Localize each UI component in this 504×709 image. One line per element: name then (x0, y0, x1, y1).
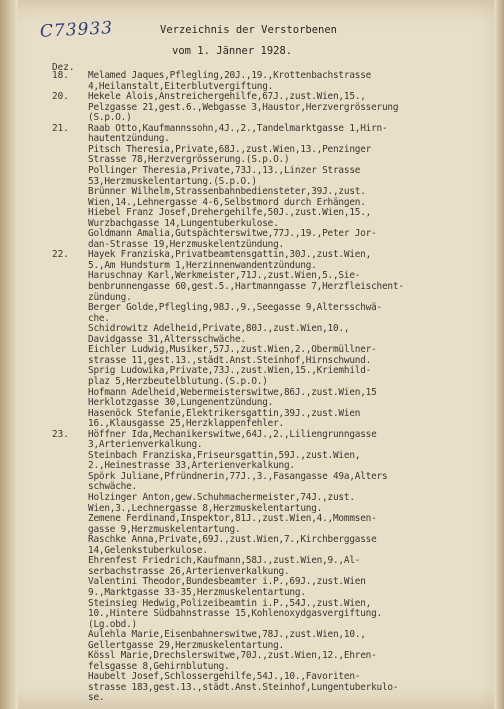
register-line: Kössl Marie,Drechslerswitwe,70J.,zust.Wien,12.,Ehren- (88, 650, 377, 662)
register-line: Holzinger Anton,gew.Schuhmachermeister,74J.,zust. (88, 492, 355, 503)
register-line: Gellertgasse 29,Herzmuskelentartung. (88, 639, 284, 651)
register-line: Raab Otto,Kaufmannssohn,4J.,2.,Tandelmarktgasse 1,Hirn- (88, 122, 388, 134)
register-line: Davidgasse 31,Altersschwäche. (88, 333, 246, 345)
register-line: Herklotzgasse 30,Lungenentzündung. (88, 397, 274, 409)
register-line: Raschke Anna,Private,69J.,zust.Wien,7.,Kirchberggasse (88, 534, 377, 546)
register-line: 2.,Heinestrasse 33,Arterienverkalkung. (88, 460, 295, 472)
document-title: Verzeichnis der Verstorbenen (160, 24, 338, 36)
register-line: Berger Golde,Pflegling,98J.,9.,Seegasse 9,Altersschwä- (88, 302, 382, 314)
register-line: plaz 5,Herzbeutelblutung.(S.p.O.) (88, 375, 268, 387)
register-line: (Lg.obd.) (88, 618, 137, 630)
register-line: gasse 9,Herzmuskelentartung. (88, 523, 241, 535)
day-marker: 23. (52, 428, 69, 440)
handwritten-reference-number: C73933 (39, 18, 114, 42)
register-line: 16.,Klausgasse 25,Herzklappenfehler. (88, 418, 284, 430)
register-line: serbachstrasse 26,Arterienverkalkung. (88, 565, 290, 577)
register-line: Steinbach Franziska,Friseursgattin,59J.,zust.Wien, (88, 449, 361, 461)
register-line: che. (88, 312, 110, 324)
register-line: Hofmann Adelheid,Webermeisterswitwe,86J.,zust.Wien,15 (88, 386, 377, 398)
day-marker: 20. (52, 91, 69, 103)
register-line: Valentini Theodor,Bundesbeamter i.P.,69J.,zust.Wien (88, 576, 366, 588)
register-line: Hayek Franziska,Privatbeamtensgattin,30J.,zust.Wien, (88, 249, 372, 261)
register-line: Schidrowitz Adelheid,Private,80J.,zust.Wien,10., (88, 323, 350, 335)
register-line: Sprig Ludowika,Private,73J.,zust.Wien,15.,Kriemhild- (88, 365, 372, 377)
register-line: Wien,3.,Lechnergasse 8,Herzmuskelentartung. (88, 502, 323, 514)
register-line: Eichler Ludwig,Musiker,57J.,zust.Wien,2.,Obermüllner- (88, 344, 377, 356)
register-line: Pitsch Theresia,Private,68J.,zust.Wien,13.,Penzinger (88, 143, 372, 155)
register-line: Hiebel Franz Josef,Drehergehilfe,50J.,zust.Wien,15., (88, 207, 372, 219)
register-line: Hasenöck Stefanie,Elektrikersgattin,39J.,zust.Wien (88, 407, 361, 419)
register-line: Hekele Alois,Anstreichergehilfe,67J.,zust.Wien,15., (88, 91, 366, 103)
day-marker: 18. (52, 70, 69, 81)
register-line: Haruschnay Karl,Werkmeister,71J.,zust.Wien,5.,Sie- (88, 270, 361, 282)
register-line: felsgasse 8,Gehirnblutung. (88, 660, 230, 672)
register-line: 4,Heilanstalt,Eiterblutvergiftung. (88, 80, 274, 92)
register-line: benbrunnengasse 60,gest.5.,Hartmanngasse 7,Herzfleischent- (88, 281, 404, 292)
day-marker: Dez. (52, 62, 75, 73)
register-line: Spörk Juliane,Pfründnerin,77J.,3.,Fasangasse 49a,Alters (88, 470, 388, 482)
register-line: Brünner Wilhelm,Strassenbahnbediensteter,39J.,zust. (88, 186, 366, 198)
register-line: Höffner Ida,Mechanikerswitwe,64J.,2.,Liliengrunngasse (88, 428, 377, 440)
register-line: 5.,Am Hundsturm 1,Herzinnenwandentzündung. (88, 259, 317, 271)
day-marker: 22. (52, 249, 69, 261)
register-line: 9.,Marktgasse 33-35,Herzmuskelentartung. (88, 586, 306, 598)
register-line: strasse 183,gest.13.,städt.Anst.Steinhof,Lungentuberkulo- (88, 681, 399, 693)
register-line: zündung. (88, 291, 132, 303)
register-line: Wien,14.,Lehnergasse 4-6,Selbstmord durch Erhängen. (88, 196, 366, 208)
register-line: Strasse 78,Herzvergrösserung.(S.p.O.) (88, 154, 290, 166)
register-line: schwäche. (88, 481, 137, 493)
register-line: 3,Arterienverkalkung. (88, 439, 203, 451)
register-line: Ehrenfest Friedrich,Kaufmann,58J.,zust.Wien,9.,Al- (88, 555, 361, 567)
day-marker: 21. (52, 122, 69, 134)
register-line: strasse 11,gest.13.,städt.Anst.Steinhof,Hirnschwund. (88, 354, 372, 366)
register-line: dan-Strasse 19,Herzmuskelentzündung. (88, 238, 284, 250)
register-line: Wurzbachgasse 14,Lungentuberkulose. (88, 217, 279, 229)
register-line: Aulehla Marie,Eisenbahnerswitwe,78J.,zust.Wien,10., (88, 629, 366, 641)
register-line: 53,Herzmuskelentartung.(S.p.O.) (88, 175, 257, 187)
register-line: Goldmann Amalia,Gutspächterswitwe,77J.,19.,Peter Jor- (88, 228, 377, 240)
register-line: 10.,Hintere Südbahnstrasse 15,Kohlenoxydgasvergiftung. (88, 608, 382, 620)
register-line: (S.p.O.) (88, 112, 132, 124)
register-line: Haubelt Josef,Schlossergehilfe,54J.,10.,Favoriten- (88, 671, 361, 683)
document-date: vom 1. Jänner 1928. (172, 45, 293, 57)
register-line: Pelzgasse 21,gest.6.,Webgasse 3,Haustor,Herzvergrösserung (88, 101, 399, 113)
register-line: hautentzündung. (88, 133, 170, 145)
register-line: Steinsieg Hedwig,Polizeibeamtin i.P.,54J.,zust.Wien, (88, 597, 372, 609)
register-line: Zemene Ferdinand,Inspektor,81J.,zust.Wien,4.,Mommsen- (88, 513, 377, 525)
register-line: Pollinger Theresia,Private,73J.,13.,Linzer Strasse (88, 164, 361, 176)
register-line: 14,Gelenkstuberkulose. (88, 544, 208, 556)
register-line: Melamed Jaques,Pflegling,20J.,19.,Krottenbachstrasse (88, 70, 372, 81)
register-line: se. (88, 692, 105, 704)
